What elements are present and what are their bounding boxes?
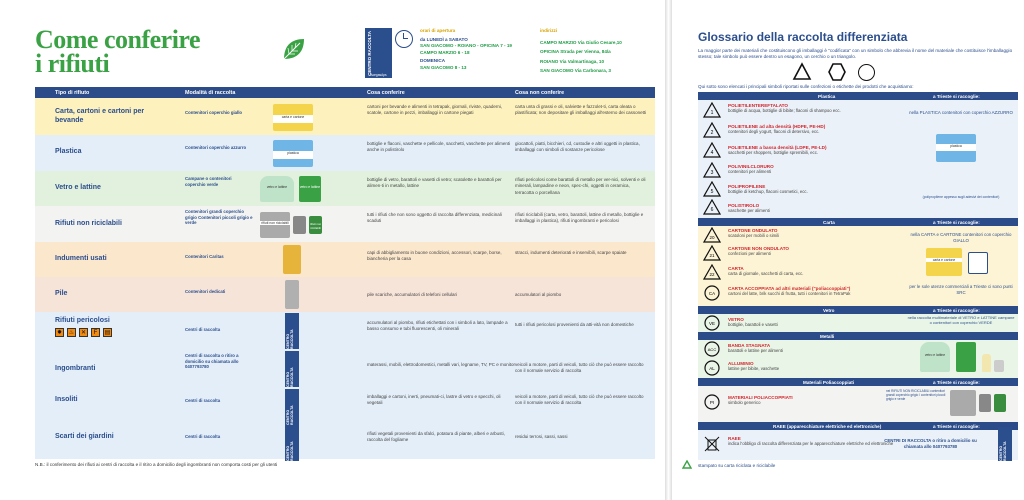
row-yes: imballaggi e cartoni, inerti, pneumati-ci, lastre di vetro e specchi, oli vegetali: [367, 394, 501, 406]
flammable-hazard-icon: ♨: [68, 330, 75, 336]
svg-text:ACC: ACC: [707, 347, 717, 352]
svg-text:6: 6: [710, 207, 714, 213]
svg-text:21: 21: [709, 253, 715, 258]
section-plastica: [698, 100, 1018, 218]
section-header: Plastica a Trieste si raccoglie:: [698, 92, 1018, 100]
row-mode: Contenitori coperchio azzurro: [185, 145, 247, 150]
glossary-item: CARTA carta di giornale, sacchetti di carta, ecc.: [728, 266, 804, 277]
can-icon: [994, 360, 1004, 372]
small-grey-bin: [293, 216, 306, 234]
row-yes: pile scariche, accumulatori di telefoni cellulari: [367, 292, 458, 297]
row-name: Rifiuti pericolosi: [55, 317, 110, 324]
title-line-1: Come conferire: [35, 25, 201, 54]
row-name: Rifiuti non riciclabili: [55, 220, 122, 227]
glossary-item: MATERIALI POLIACCOPPIATI simbolo generico: [728, 395, 793, 406]
grey-bin: rifiuti non riciclabili: [260, 212, 290, 238]
glossary-intro: La maggior parte dei materiali che costituiscono gli imballaggi è "codificata" con un simbolo che abbrevia il nome del materiale che costituisce l'imballaggio stesso; tale simbolo può essere dentro un esagono, un cerchio o un triangolo.: [698, 48, 1013, 59]
pap-recycle-icon: [703, 264, 721, 282]
row-yes: bottiglie di vetro, barattoli e vasetti di vetro; scatolette e barattoli per alimen-ti in metallo, lattine: [367, 177, 502, 189]
collect-note: nei RIFIUTI NON RICICLABILI contenitori grandi coperchio grigio / contenitori piccoli grigio e verde: [886, 389, 946, 401]
row-no: giocattoli, piatti, bicchieri, cd, custodie e altri oggetti in plastica, imballaggi con simboli di sostanze pericolose: [515, 141, 640, 153]
footer-note: stampato su carta riciclata e riciclabile: [698, 463, 776, 468]
row-name: Carta, cartoni e cartoni per bevande: [55, 108, 145, 124]
nb-note: N.B.: il conferimento dei rifiuti ai centri di raccolta e il ritiro a domicilio degli ingombranti non comporta costi per gli utenti: [35, 462, 278, 467]
al-recycle-icon: [703, 359, 721, 377]
opening-hours: [420, 28, 530, 71]
hours-line: da LUNEDÌ a SABATO: [420, 36, 468, 42]
glossary-item: ALLUMINIO lattine per bibite, vaschette: [728, 361, 780, 372]
row-no: carta unta di grassi e oli, salviette e fazzolet-ti, carta oleata o plastificata; non depositare gli imballaggi all'esterno dei cassonetti: [515, 104, 647, 116]
table-row: [35, 350, 655, 388]
logo-brand: AcegasAps: [370, 73, 387, 77]
acc-recycle-icon: [703, 340, 721, 358]
addresses: [540, 28, 660, 75]
green-bell-bin: vetro e lattine: [260, 176, 294, 202]
svg-text:3: 3: [710, 170, 714, 176]
small-green-bin: rifiuti non riciclabili: [309, 216, 322, 234]
address-line: SAN GIACOMO Via Carbonara, 3: [540, 68, 611, 73]
row-no: residui terrosi, sassi, sassi: [515, 434, 568, 439]
centro-raccolta-logo: CENTRO RACCOLTA: [285, 313, 299, 349]
table-row: [35, 171, 655, 206]
row-no: tutti i rifiuti pericolosi provenienti da atti-vità non domestiche: [515, 322, 634, 327]
table-header: [35, 87, 655, 98]
crossed-bin-icon: [703, 435, 721, 453]
yellow-bin: carta e cartone: [926, 248, 962, 276]
glossary-item: POLIETILENE ad alta densità (HDPE, PE-HD) contenitori degli yogurt, flaconi di detersivo, ecc.: [728, 124, 826, 135]
row-no: accumulatori al piombo: [515, 292, 562, 297]
section-header: Carta a Trieste si raccoglie:: [698, 218, 1018, 226]
row-name: Ingombranti: [55, 365, 96, 372]
row-no: stracci, indumenti deteriorati e inservibili, scarpe spaiate: [515, 250, 627, 255]
row-no: rifiuti riciclabili (carta, vetro, barattoli, lattine di metallo, bottiglie e imballaggi in plastica), rifiuti ingombranti e pericolosi: [515, 212, 644, 224]
pe-ld-recycle-icon: [703, 142, 721, 160]
row-name: Indumenti usati: [55, 255, 107, 262]
address-line: CAMPO MARZIO Via Giulio Cesare,10: [540, 39, 622, 45]
glossary-intro-2: Qui sotto sono elencati i principali simboli riportati sulle confezioni o etichette dei prodotti che acquistiamo:: [698, 84, 914, 89]
caritas-bin: [283, 245, 301, 274]
collect-note: CENTRI DI RACCOLTA o ritiro a domicilio su chiamata allo 0407793780: [884, 438, 977, 449]
ca-recycle-icon: [703, 284, 721, 302]
row-mode: Centri di raccolta: [185, 327, 221, 332]
section-header: Vetro a Trieste si raccoglie:: [698, 306, 1018, 314]
table-row: [35, 388, 655, 426]
table-row: [35, 98, 655, 135]
address-line: OPICINA Strada per Vienna, 84/a: [540, 49, 611, 54]
row-mode: Centri di raccolta: [185, 398, 221, 403]
pvc-recycle-icon: [703, 162, 721, 180]
row-no: veicoli a motore, parti di veicoli, tutto ciò che può essere raccolto con il normale servizio di raccolta: [515, 362, 644, 374]
glossary-title: Glossario della raccolta differenziata: [698, 30, 908, 44]
row-name: Plastica: [55, 148, 82, 155]
section-header: RAEE (apparecchiature elettriche ed elettroniche) a Trieste si raccoglie:: [698, 422, 1018, 430]
row-yes: capi di abbigliamento in buone condizioni, accessori, scarpe, borse, biancheria per la casa: [367, 250, 502, 262]
section-header: Metalli: [698, 332, 1018, 340]
svg-text:2: 2: [710, 130, 714, 136]
glossary-item: POLISTIROLO vaschette per alimenti: [728, 203, 770, 214]
page-title: [35, 25, 201, 78]
col-header: Tipo di rifiuto: [55, 89, 90, 96]
hours-line: SAN GIACOMO 8 - 13: [420, 64, 467, 70]
svg-text:1: 1: [710, 110, 714, 116]
table-row: [35, 242, 655, 277]
glossary-item: CARTONE ONDULATO scatoloni per mobili o simili: [728, 228, 780, 239]
section-vetro: [698, 314, 1018, 332]
bottle-icon: [982, 354, 991, 372]
section-carta: [698, 226, 1018, 306]
col-header: Cosa non conferire: [515, 89, 565, 96]
col-header: Modalità di raccolta: [185, 89, 236, 96]
yellow-bin: carta e cartone: [273, 104, 313, 131]
svg-text:4: 4: [710, 150, 714, 156]
leaf-icon: [280, 35, 308, 63]
collect-note: nella CARTA e CARTONE contenitori con coperchio GIALLO: [910, 232, 1012, 243]
glossary-item: CARTA ACCOPPIATA ad altri materiali ("poliaccoppiati") cartoni del latte, brik succhi di frutta, tutti i contenitori in TetraPak: [728, 286, 851, 297]
row-mode: Contenitori grandi coperchio grigio Contenitori piccoli grigio e verde: [185, 209, 253, 225]
collect-note: nella PLASTICA contenitori con coperchio AZZURRO: [909, 110, 1013, 115]
ps-recycle-icon: [703, 199, 721, 217]
svg-text:PI: PI: [709, 400, 715, 405]
row-yes: tutti i rifiuti che non sono oggetto di raccolta differenziata, medicinali scaduti: [367, 212, 502, 224]
green-bell-bin: vetro e lattine: [920, 342, 950, 372]
centro-raccolta-logo: [365, 28, 392, 78]
row-mode: Campane o contenitori coperchio verde: [185, 176, 232, 187]
row-mode: Contenitori dedicati: [185, 289, 226, 294]
grey-bin: [950, 390, 976, 416]
paper-icon: [968, 252, 988, 274]
explosive-hazard-icon: ✸: [56, 330, 63, 336]
circle-icon: [858, 64, 875, 81]
row-yes: bottiglie e flaconi, vaschette e pellicole, sacchetti, vaschette per alimenti anche in polistirolo: [367, 141, 511, 153]
green-bin: vetro e lattine: [299, 176, 321, 202]
table-row: [35, 426, 655, 459]
hours-line: CAMPO MARZIO 6 - 18: [420, 49, 470, 55]
collect-note-2: per le sole utenze commerciali a Trieste ci sono punti SRC: [909, 284, 1013, 295]
row-mode: Centri di raccolta: [185, 434, 221, 439]
section-raee: [698, 430, 1018, 460]
battery-bin: [285, 280, 299, 309]
logo-text: CENTRO RACCOLTA: [367, 31, 372, 76]
section-poliaccoppiati: [698, 386, 1018, 422]
row-name: Pile: [55, 290, 68, 297]
glossary-item: POLIPROPILENE bottiglie di ketchup, flaconi cosmetici, ecc.: [728, 184, 808, 195]
svg-text:5: 5: [710, 189, 714, 195]
collect-note-2: (polipropilene appesso sugli adesivi dei contenitori): [922, 195, 1000, 199]
row-yes: materassi, mobili, elettrodomestici, metalli vari, legname, TV, PC e monitor: [367, 362, 516, 367]
pet-recycle-icon: [703, 102, 721, 120]
row-name: Vetro e lattine: [55, 184, 101, 191]
row-mode: Contenitori coperchio giallo: [185, 110, 243, 115]
clock-icon: [395, 30, 413, 48]
table-row: [35, 206, 655, 242]
corrosive-hazard-icon: ▤: [104, 330, 111, 336]
svg-text:20: 20: [709, 235, 715, 240]
blue-bin: plastica: [273, 140, 313, 167]
table-row: [35, 135, 655, 171]
small-grey-bin: [979, 394, 991, 412]
table-row: [35, 277, 655, 312]
flame-hazard-icon: F: [91, 328, 100, 337]
glossary-item: CARTONE NON ONDULATO confezioni per alimenti: [728, 246, 789, 257]
address-line: ROIANO Via Valmartinaga, 10: [540, 58, 604, 64]
pp-recycle-icon: [703, 181, 721, 199]
pap-recycle-icon: [703, 245, 721, 263]
row-no: rifiuti pericolosi come barattoli di metallo per ver-nici, solventi e oli minerali, lampadine e neon, spec-chi, oggetti in ceramica, terracotta o porcellana: [515, 177, 646, 195]
row-name: Insoliti: [55, 396, 78, 403]
centro-raccolta-logo: CENTRO RACCOLTA: [285, 389, 299, 425]
row-no: veicoli a motore, parti di veicoli, tutto ciò che può essere raccolto con il normale servizio di raccolta: [515, 394, 644, 406]
centro-raccolta-logo: CENTRO RACCOLTA: [998, 427, 1012, 461]
centro-raccolta-logo: CENTRO RACCOLTA: [285, 425, 299, 461]
row-mode: Centri di raccolta o ritiro a domicilio su chiamata allo 0407793780: [185, 353, 239, 369]
hours-line: SAN GIACOMO - ROIANO - OPICINA 7 - 19: [420, 43, 512, 48]
pap-recycle-icon: [703, 227, 721, 245]
glossary-item: BANDA STAGNATA barattoli e lattine per alimenti: [728, 343, 783, 354]
right-page: [672, 0, 1024, 500]
row-mode: Contenitori Caritas: [185, 254, 224, 259]
green-bin: [956, 342, 976, 372]
recycle-icon: [682, 460, 692, 470]
hours-line: DOMENICA: [420, 58, 446, 63]
svg-text:VE: VE: [708, 321, 716, 326]
glossary-item: POLIETILENTEREFTALATO bottiglie di acqua, bottiglie di bibite; flaconi di shampoo ecc.: [728, 103, 841, 114]
blue-bin: plastica: [936, 134, 976, 162]
addr-title: indirizzi: [540, 28, 558, 33]
recycle-triangle-icon: [792, 62, 812, 82]
svg-text:CA: CA: [708, 291, 716, 296]
svg-text:22: 22: [709, 272, 715, 277]
hexagon-icon: [827, 62, 847, 82]
ve-recycle-icon: [703, 314, 721, 332]
pe-hd-recycle-icon: [703, 122, 721, 140]
row-yes: cartoni per bevande e alimenti in tetrapak, giornali, riviste, quaderni, scatole, cartone in pezzi, imballaggi in cartone piegati: [367, 104, 503, 116]
glossary-item: VETRO bottiglie, barattoli e vasetti: [728, 317, 778, 328]
table-row: [35, 312, 655, 350]
small-green-bin: [994, 394, 1006, 412]
row-yes: rifiuti vegetali provenienti da sfalci, potatura di piante, alberi e arbusti, raccolta del fogliame: [367, 431, 505, 443]
title-line-2: i rifiuti: [35, 49, 110, 78]
row-yes: accumulatori al piombo, rifiuti etichettati con i simboli a lato, lampade a basso consumo e tubi fluorescenti, oli minerali: [367, 320, 508, 332]
glossary-item: POLIETILENE a bassa densità (LDPE, PE-LD) sacchetti per shoppers, bottiglie spremibili, ecc.: [728, 145, 827, 156]
section-metalli: [698, 340, 1018, 378]
glossary-item: RAEE indica l'obbligo di raccolta differenziata per le apparecchiature elettriche ed elettroniche: [728, 436, 894, 447]
row-name: Scarti dei giardini: [55, 433, 114, 440]
centro-raccolta-logo: CENTRO RACCOLTA: [285, 351, 299, 387]
col-header: Cosa conferire: [367, 89, 405, 96]
toxic-hazard-icon: ✕: [80, 330, 87, 336]
section-header: Materiali Poliaccoppiati a Trieste si raccoglie:: [698, 378, 1018, 386]
hours-title: orari di apertura: [420, 28, 456, 33]
glossary-item: POLIVINILCLORURO contenitori per alimenti: [728, 164, 774, 175]
svg-text:AL: AL: [709, 366, 715, 371]
pi-recycle-icon: [703, 393, 721, 411]
page-fold: [665, 0, 672, 500]
collect-note: nella raccolta multimateriale di VETRO e LATTINE campane o contenitori con coperchio VERDE: [907, 315, 1015, 325]
